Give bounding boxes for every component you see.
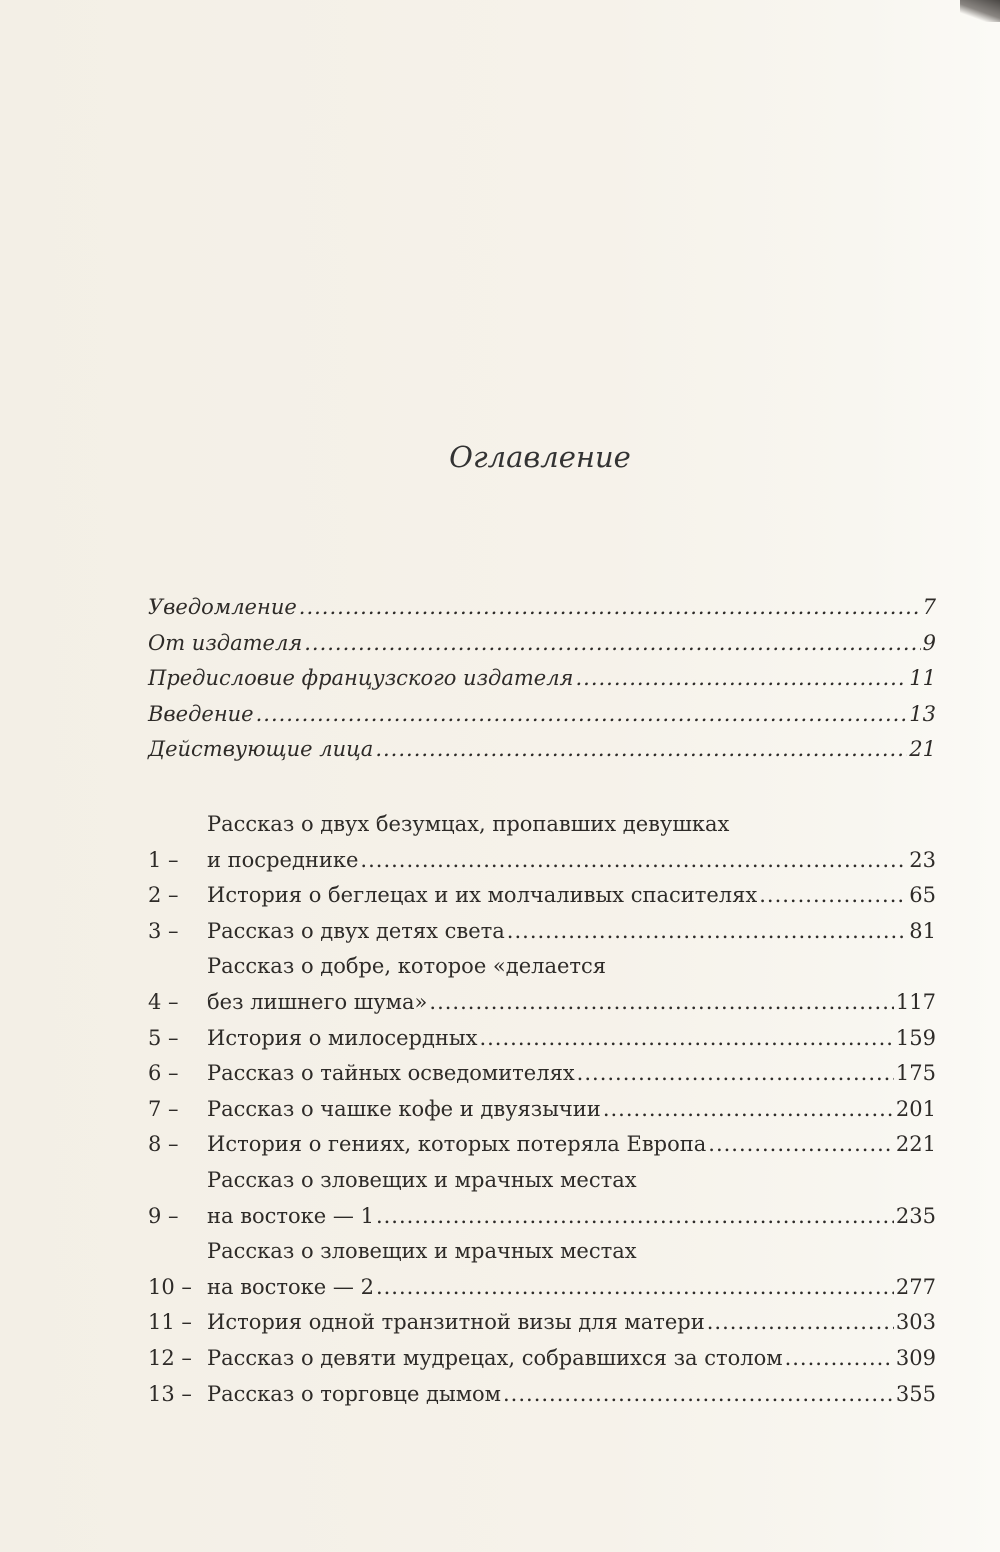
toc-entry[interactable]	[148, 807, 936, 878]
entry-label: Уведомление	[148, 595, 297, 619]
chapter-number: 6 –	[148, 1061, 179, 1086]
entry-label: От издателя	[148, 630, 303, 655]
entry-label: Введение	[148, 701, 254, 726]
toc-entry[interactable]	[148, 1056, 936, 1092]
entry-label: Рассказ о торговце дымом	[207, 1381, 501, 1406]
chapter-number: 10 –	[148, 1274, 192, 1299]
entry-text	[207, 878, 936, 914]
dot-leader	[577, 1056, 894, 1092]
page-number: 81	[909, 918, 936, 943]
entry-label: на востоке — 1	[207, 1203, 374, 1228]
chapter-number: 7 –	[148, 1096, 179, 1121]
entry-line: Рассказ о зловещих и мрачных местах	[207, 1239, 637, 1264]
entry-text	[207, 914, 936, 950]
entry-text	[207, 807, 936, 878]
entry-label: История о милосердных	[207, 1025, 478, 1050]
chapter-number: 3 –	[148, 918, 179, 943]
toc-entry[interactable]	[148, 697, 936, 733]
entry-text	[207, 1021, 936, 1057]
entry-line	[207, 1021, 936, 1057]
entry-label: Рассказ о чашке кофе и двуязычии	[207, 1096, 601, 1121]
toc-entry[interactable]	[148, 1377, 936, 1413]
chapter-number: 1 –	[148, 847, 179, 872]
entry-text	[148, 590, 936, 626]
page-number: 11	[909, 666, 936, 691]
toc-entry[interactable]	[148, 1092, 936, 1128]
dot-leader	[304, 626, 920, 662]
entry-line	[207, 985, 936, 1021]
dot-leader	[360, 843, 907, 879]
entry-line	[148, 732, 936, 768]
page-number: 159	[895, 1025, 936, 1050]
toc-title: Оглавление	[449, 440, 631, 474]
page-number: 235	[895, 1203, 936, 1228]
page-number: 221	[895, 1132, 936, 1157]
entry-label: История одной транзитной визы для матери	[207, 1310, 705, 1335]
entry-line	[207, 914, 936, 950]
chapter-number: 13 –	[148, 1381, 192, 1406]
entry-line: Рассказ о добре, которое «делается	[207, 954, 607, 979]
entry-text	[207, 949, 936, 1020]
page-number: 303	[895, 1310, 936, 1335]
page-number: 201	[895, 1096, 936, 1121]
dot-leader	[603, 1092, 894, 1128]
toc-entry[interactable]	[148, 1163, 936, 1234]
toc-entry[interactable]	[148, 914, 936, 950]
chapter-number: 5 –	[148, 1025, 179, 1050]
entry-line	[148, 626, 936, 662]
toc-entry[interactable]	[148, 1021, 936, 1057]
toc-entry[interactable]	[148, 1341, 936, 1377]
chapter-number: 12 –	[148, 1345, 192, 1370]
page-number: 117	[895, 989, 936, 1014]
entry-line	[207, 878, 936, 914]
entry-text	[207, 1234, 936, 1305]
entry-line	[207, 1056, 936, 1092]
entry-line	[207, 1305, 936, 1341]
entry-label: Предисловие французского издателя	[148, 666, 574, 691]
entry-text	[148, 661, 936, 697]
entry-text	[207, 1092, 936, 1128]
dot-leader	[785, 1341, 894, 1377]
page-number: 175	[895, 1061, 936, 1086]
entry-line	[207, 1092, 936, 1128]
chapter-list	[148, 807, 936, 1412]
toc-entry[interactable]	[148, 626, 936, 662]
toc-entry[interactable]	[148, 661, 936, 697]
chapter-number: 9 –	[148, 1203, 179, 1228]
entry-text	[148, 732, 936, 768]
dot-leader	[256, 697, 908, 733]
dot-leader	[376, 1270, 894, 1306]
entry-line	[207, 843, 936, 879]
entry-line	[148, 590, 936, 626]
entry-text	[207, 1341, 936, 1377]
page-number: 309	[895, 1345, 936, 1370]
entry-line	[207, 1199, 936, 1235]
page-number: 9	[922, 630, 936, 655]
dot-leader	[479, 1021, 893, 1057]
entry-line: Рассказ о двух безумцах, пропавших девушках	[207, 812, 730, 836]
entry-text	[207, 1377, 936, 1413]
entry-text	[148, 626, 936, 662]
dot-leader	[376, 1199, 894, 1235]
toc-entry[interactable]	[148, 1305, 936, 1341]
toc-entry[interactable]	[148, 1127, 936, 1163]
chapter-number: 8 –	[148, 1132, 179, 1157]
page-number: 355	[895, 1381, 936, 1406]
entry-line	[207, 1270, 936, 1306]
dot-leader	[759, 878, 907, 914]
entry-label: История о гениях, которых потеряла Европа	[207, 1132, 707, 1157]
entry-text	[148, 697, 936, 733]
toc-entry[interactable]	[148, 1234, 936, 1305]
entry-text	[207, 1163, 936, 1234]
entry-label: на востоке — 2	[207, 1274, 374, 1299]
page-number: 23	[909, 847, 936, 872]
chapter-number: 2 –	[148, 883, 179, 908]
entry-label: Действующие лица	[148, 737, 374, 762]
toc-entry[interactable]	[148, 732, 936, 768]
entry-text	[207, 1127, 936, 1163]
dot-leader	[507, 914, 907, 950]
dot-leader	[503, 1377, 894, 1413]
page-number: 7	[922, 595, 936, 619]
entry-label: Рассказ о двух детях света	[207, 918, 505, 943]
chapter-number: 4 –	[148, 989, 179, 1014]
dot-leader	[375, 732, 907, 768]
entry-line	[148, 697, 936, 733]
page-number: 65	[909, 883, 936, 908]
page-corner-shadow	[960, 0, 1000, 22]
entry-text	[207, 1305, 936, 1341]
entry-line	[207, 1127, 936, 1163]
front-matter-list	[148, 590, 936, 768]
chapter-number: 11 –	[148, 1310, 192, 1335]
toc-entry[interactable]	[148, 590, 936, 626]
entry-label: Рассказ о тайных осведомителях	[207, 1061, 575, 1086]
page-number: 277	[895, 1274, 936, 1299]
entry-label: и посреднике	[207, 847, 359, 872]
dot-leader	[708, 1127, 894, 1163]
entry-line	[207, 1377, 936, 1413]
entry-label: Рассказ о девяти мудрецах, собравшихся за столом	[207, 1345, 783, 1370]
entry-label: История о беглецах и их молчаливых спасителях	[207, 883, 758, 908]
dot-leader	[299, 590, 921, 626]
dot-leader	[575, 661, 907, 697]
toc-entry[interactable]	[148, 878, 936, 914]
entry-line: Рассказ о зловещих и мрачных местах	[207, 1167, 637, 1192]
entry-text	[207, 1056, 936, 1092]
dot-leader	[707, 1305, 894, 1341]
entry-line	[207, 1341, 936, 1377]
entry-line	[148, 661, 936, 697]
dot-leader	[429, 985, 894, 1021]
page-number: 13	[909, 701, 936, 726]
entry-label: без лишнего шума»	[207, 989, 428, 1014]
page-number: 21	[909, 737, 936, 762]
toc-entry[interactable]	[148, 949, 936, 1020]
